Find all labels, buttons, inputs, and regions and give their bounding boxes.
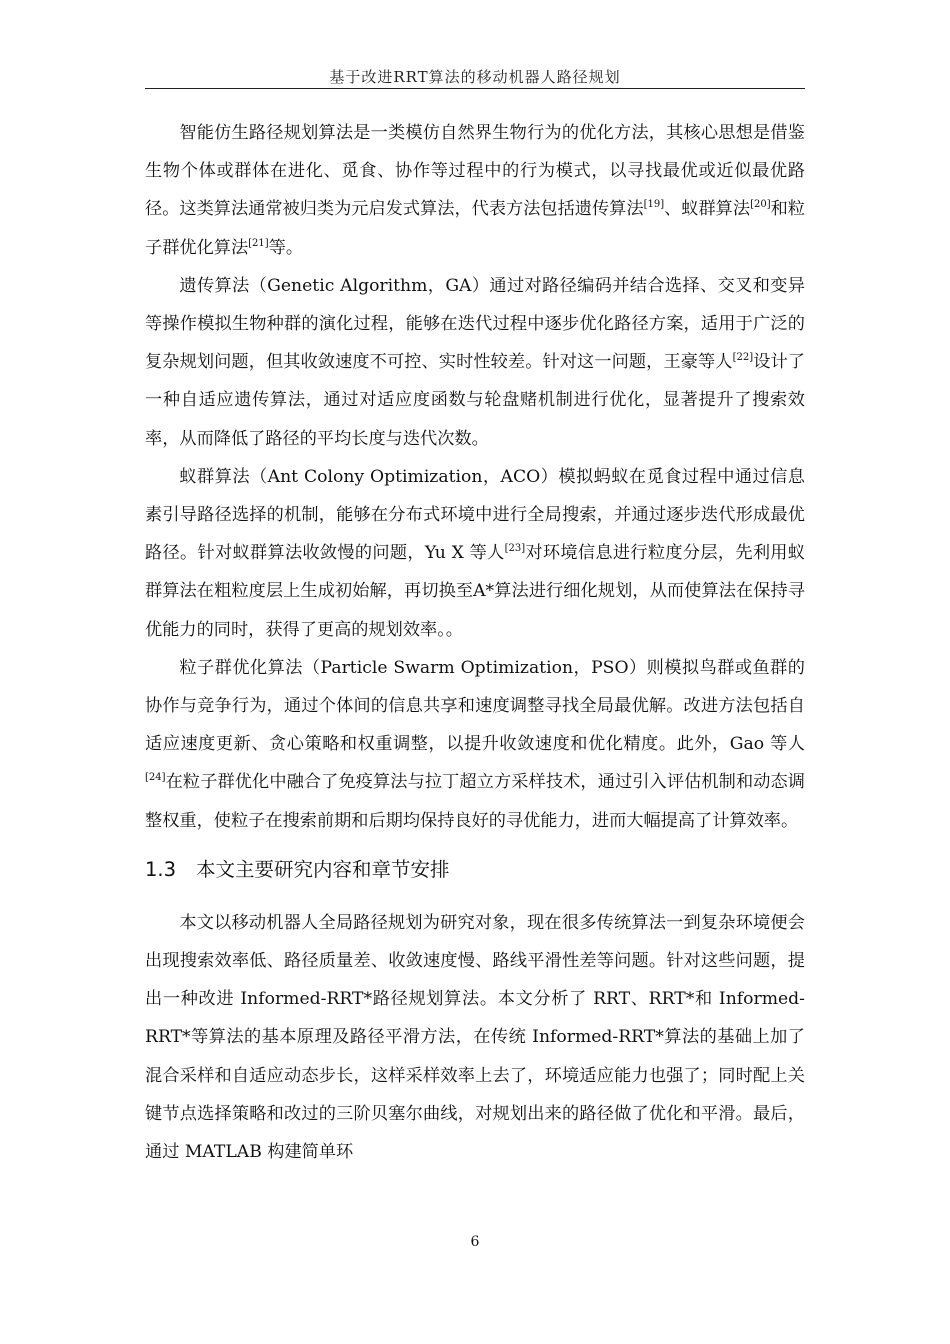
citation-ref[interactable]: [20]: [750, 199, 771, 211]
body-text: [145, 114, 805, 1171]
text-run: 在粒子群优化中融合了免疫算法与拉丁超立方采样技术，通过引入评估机制和动态调整权重，使粒子在搜索前期和后期均保持良好的寻优能力，进而大幅提高了计算效率。: [145, 772, 805, 831]
citation-ref[interactable]: [22]: [732, 352, 754, 364]
text-run: 、蚁群算法: [664, 199, 751, 220]
paragraph-bionic-algorithms: [145, 114, 805, 267]
citation-ref[interactable]: [19]: [643, 199, 665, 211]
paragraph-ant-colony: [145, 458, 805, 649]
section-heading: [145, 850, 805, 890]
page-number: 6: [470, 1234, 480, 1250]
paragraph-research-content: [145, 904, 805, 1171]
citation-ref[interactable]: [21]: [248, 237, 269, 249]
running-header: 基于改进RRT算法的移动机器人路径规划: [329, 68, 621, 86]
text-run: 智能仿生路径规划算法是一类模仿自然界生物行为的优化方法，其核心思想是借鉴生物个体或群体在进化、觅食、协作等过程中的行为模式，以寻找最优或近似最优路径。这类算法通常被归类为元启发式算法，代表方法包括遗传算法: [145, 123, 805, 220]
text-run: 蚁群算法（Ant Colony Optimization，ACO）模拟蚂蚁在觅食过程中通过信息素引导路径选择的机制，能够在分布式环境中进行全局搜索，并通过逐步迭代形成最优路径。针对蚁群算法收敛慢的问题，Yu X 等人: [145, 466, 805, 564]
paragraph-particle-swarm: [145, 649, 805, 840]
section-title: 本文主要研究内容和章节安排: [196, 857, 450, 881]
text-run: 设计了一种自适应遗传算法，通过对适应度函数与轮盘赌机制进行优化，显著提升了搜索效率，从而降低了路径的平均长度与迭代次数。: [145, 352, 805, 449]
text-run: 遗传算法（Genetic Algorithm，GA）通过对路径编码并结合选择、交叉和变异等操作模拟生物种群的演化过程，能够在迭代过程中逐步优化路径方案，适用于广泛的复杂规划问题，但其收敛速度不可控、实时性较差。针对这一问题，王豪等人: [145, 275, 805, 373]
citation-ref[interactable]: [24]: [145, 772, 166, 784]
paragraph-genetic-algorithm: [145, 267, 805, 458]
text-run: 对环境信息进行粒度分层，先利用蚁群算法在粗粒度层上生成初始解，再切换至A*算法进行细化规划，从而使算法在保持寻优能力的同时，获得了更高的规划效率。。: [145, 543, 805, 640]
citation-ref[interactable]: [23]: [504, 543, 526, 555]
text-run: 本文以移动机器人全局路径规划为研究对象，现在很多传统算法一到复杂环境便会出现搜索效率低、路径质量差、收敛速度慢、路线平滑性差等问题。针对这些问题，提出一种改进 Informed-RRT*路径规划算法。本文分析了 RRT、RRT*和 Informed-RRT*等算法的基本原理及路径平滑方法，在传统 Informed-RRT*算法的基础上加了混合采样和自适应动态步长，这样采样效率上去了，环境适应能力也强了；同时配上关键节点选择策略和改过的三阶贝塞尔曲线，对规划出来的路径做了优化和平滑。最后，通过 MATLAB 构建简单环: [145, 912, 805, 1163]
text-run: 和粒子群优化算法: [145, 199, 805, 258]
text-run: 等。: [268, 237, 304, 258]
header-rule: [145, 88, 805, 89]
section-number: 1.3: [145, 857, 177, 881]
text-run: 粒子群优化算法（Particle Swarm Optimization，PSO）则模拟鸟群或鱼群的协作与竞争行为，通过个体间的信息共享和速度调整寻找全局最优解。改进方法包括自适应速度更新、贪心策略和权重调整，以提升收敛速度和优化精度。此外，Gao 等人: [145, 657, 805, 755]
